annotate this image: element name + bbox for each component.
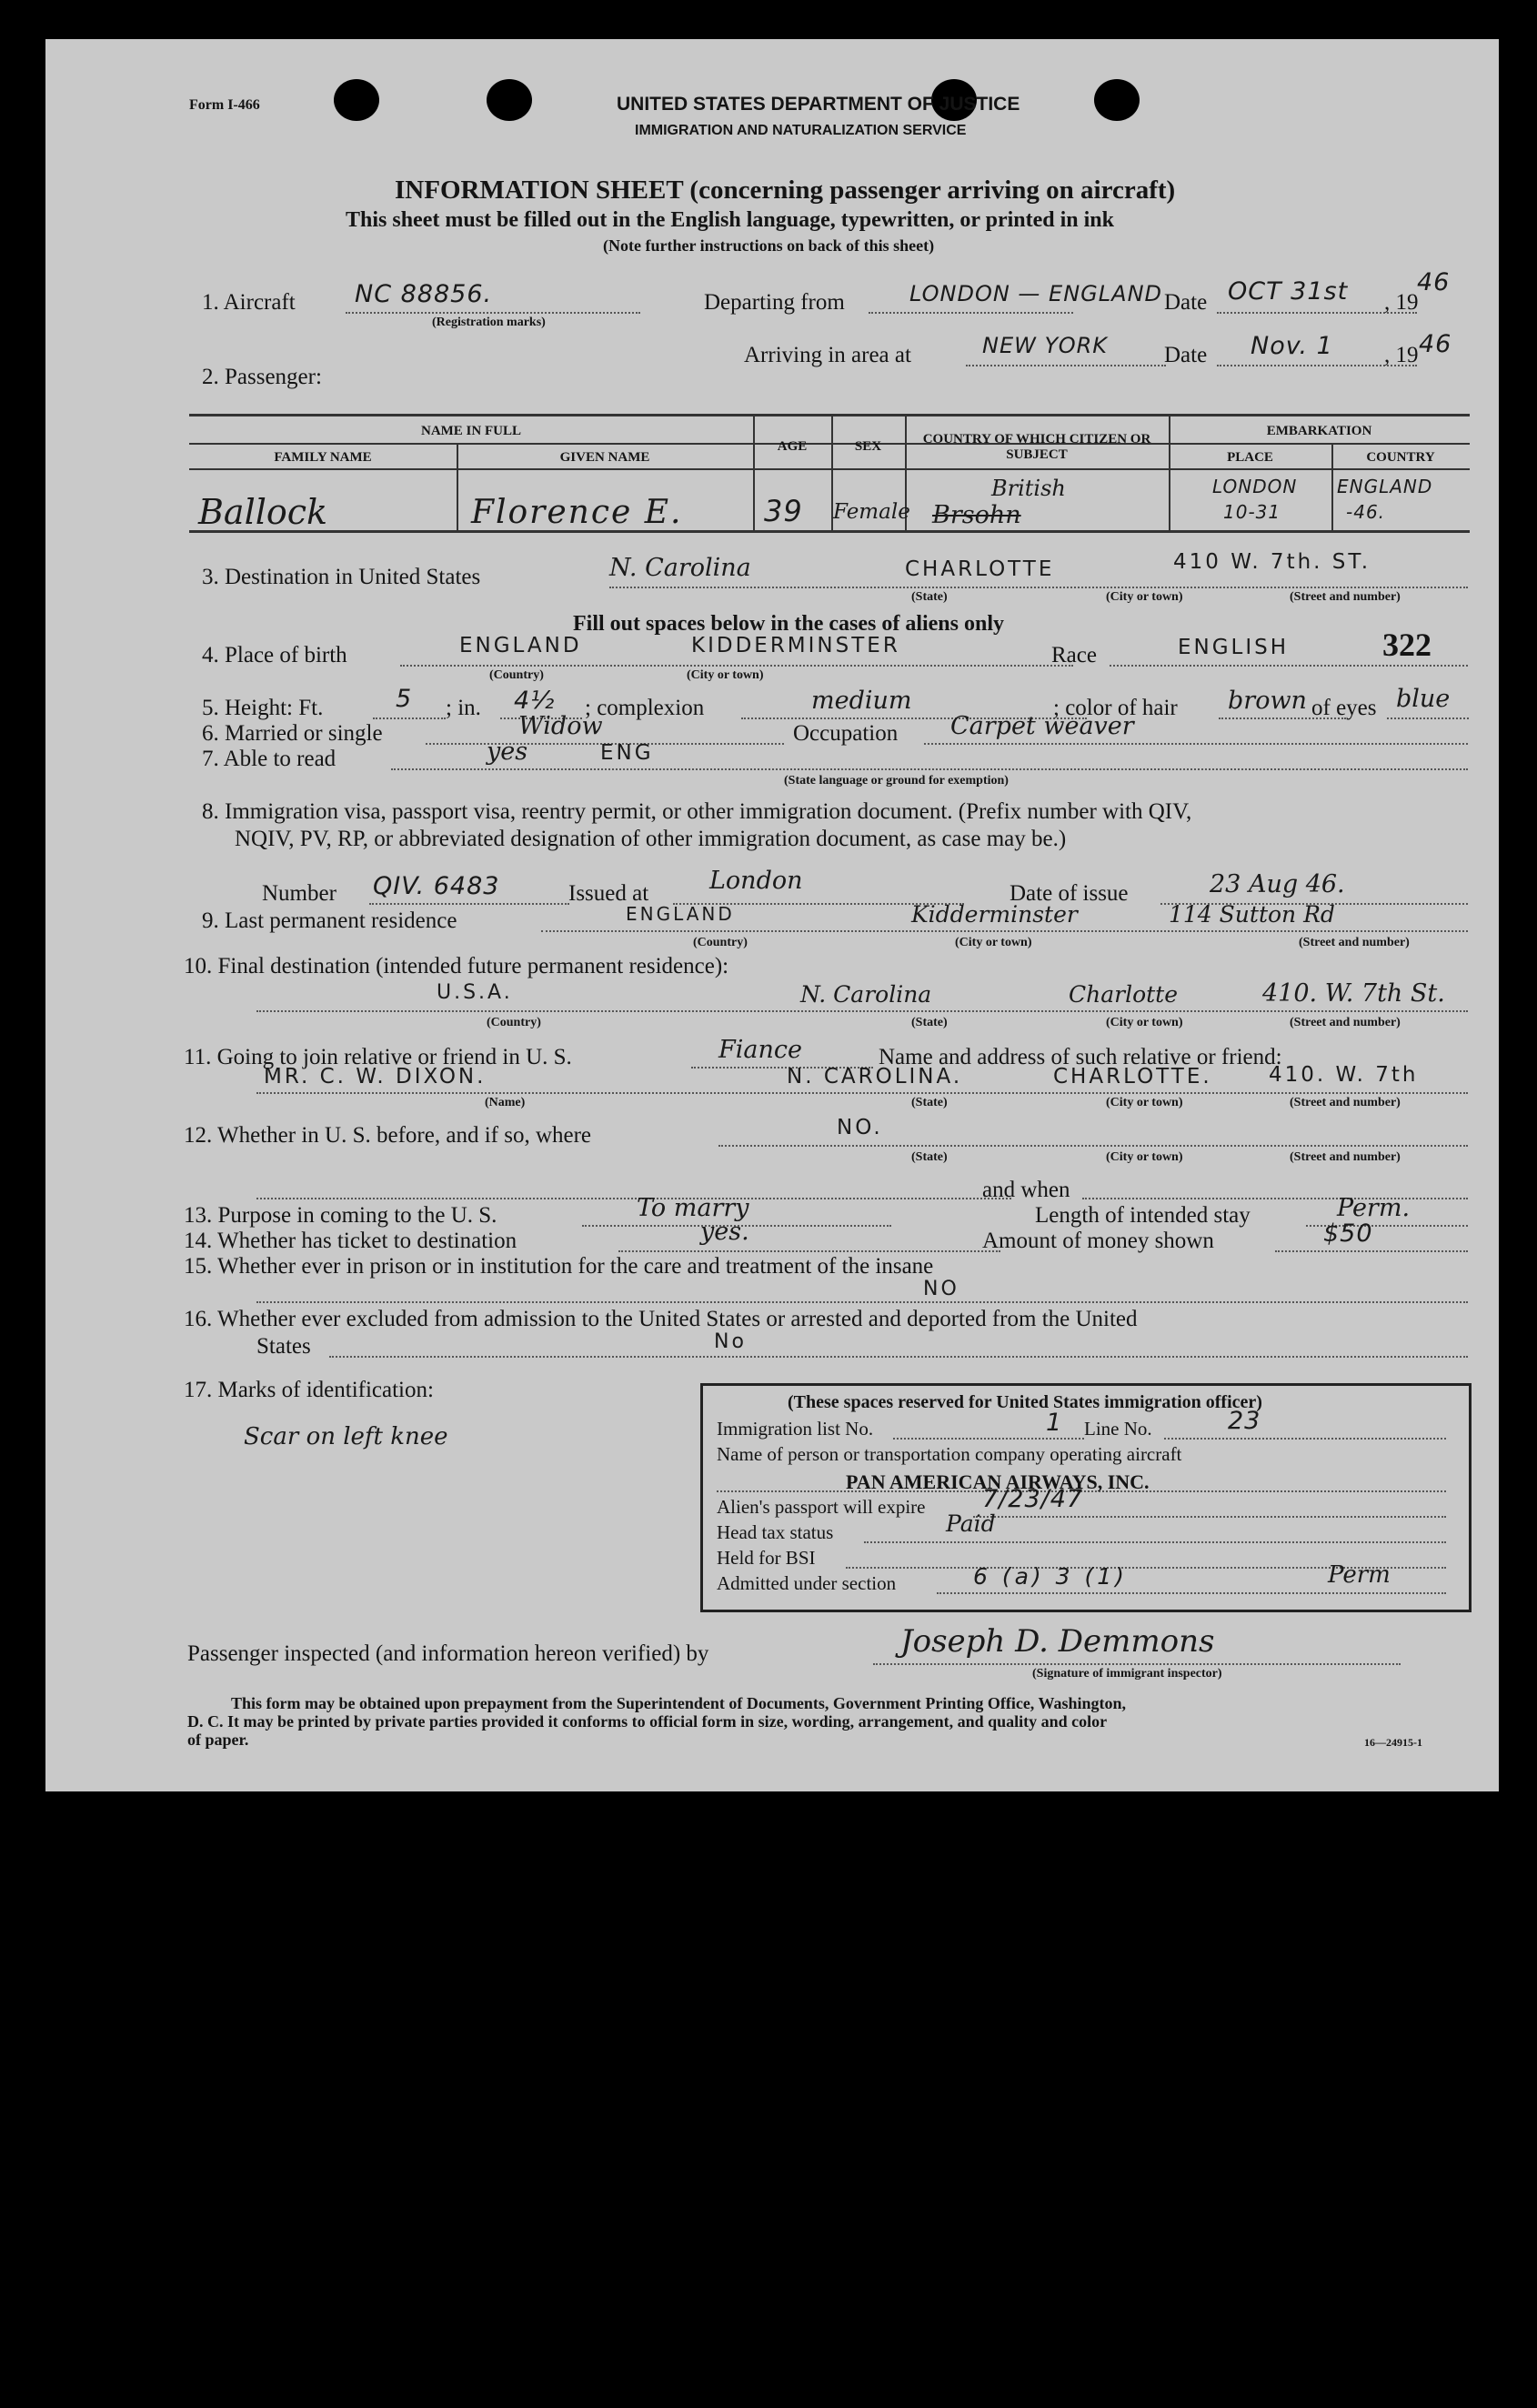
footer-code: 16—24915-1 — [1364, 1736, 1422, 1749]
issued-at-value: London — [709, 867, 803, 895]
final-city: Charlotte — [1069, 981, 1179, 1008]
us-before-value: NO. — [837, 1116, 883, 1139]
country-citizen-header: COUNTRY OF WHICH CITIZEN OR SUBJECT — [922, 432, 1151, 462]
last-residence-city: Kidderminster — [911, 901, 1078, 928]
stay-value: Perm. — [1337, 1194, 1411, 1222]
punch-hole — [487, 79, 532, 121]
state-caption: (State) — [911, 1016, 948, 1029]
race-value: ENGLISH — [1178, 636, 1290, 659]
signature-caption: (Signature of immigrant inspector) — [1032, 1667, 1222, 1681]
given-name-header: GIVEN NAME — [559, 450, 650, 465]
passport-label: Alien's passport will expire — [717, 1496, 926, 1518]
relative-name: MR. C. W. DIXON. — [264, 1065, 487, 1089]
destination-label: 3. Destination in United States — [202, 565, 481, 589]
height-label: 5. Height: Ft. — [202, 696, 324, 720]
embark-date-value: 10-31 — [1223, 501, 1281, 523]
relative-address-label: Name and address of such relative or friend: — [879, 1045, 1282, 1069]
marital-label: 6. Married or single — [202, 721, 383, 746]
complexion-label: ; complexion — [585, 696, 705, 720]
relative-city: CHARLOTTE. — [1053, 1065, 1212, 1089]
age-header: AGE — [777, 439, 808, 454]
country-header: COUNTRY — [1366, 450, 1435, 465]
race-label: Race — [1051, 643, 1097, 667]
marks-label: 17. Marks of identification: — [184, 1378, 434, 1402]
punch-hole — [1094, 79, 1140, 121]
excluded-label-line2: States — [256, 1334, 311, 1359]
tax-value: Paid — [946, 1510, 996, 1537]
admitted-label: Admitted under section — [717, 1572, 897, 1594]
visa-label-line2: NQIV, PV, RP, or abbreviated designation of other immigration document, as case may be.) — [235, 827, 1067, 851]
embark-place-value: LONDON — [1212, 476, 1298, 497]
inspected-label: Passenger inspected (and information hereon verified) by — [187, 1641, 709, 1666]
list-label: Immigration list No. — [717, 1418, 874, 1440]
city-caption: (City or town) — [1106, 1150, 1183, 1164]
eyes-value: blue — [1396, 685, 1451, 713]
money-label: Amount of money shown — [982, 1229, 1214, 1253]
name-caption: (Name) — [485, 1096, 526, 1109]
list-value: 1 — [1046, 1409, 1063, 1437]
money-value: $50 — [1323, 1219, 1373, 1248]
street-caption: (Street and number) — [1290, 1150, 1401, 1164]
passport-value: 7/23/47 — [982, 1485, 1084, 1513]
purpose-label: 13. Purpose in coming to the U. S. — [184, 1203, 497, 1228]
city-caption: (City or town) — [1106, 1016, 1183, 1029]
embarkation-header: EMBARKATION — [1266, 424, 1372, 438]
birth-country: ENGLAND — [459, 634, 582, 657]
city-caption: (City or town) — [955, 936, 1032, 949]
country-caption: (Country) — [693, 936, 748, 949]
footer-line-1: This form may be obtained upon prepayment from the Superintendent of Documents, Government Printing Office, Washington, — [231, 1694, 1127, 1712]
and-when-label: and when — [982, 1178, 1070, 1202]
aliens-only-note: Fill out spaces below in the cases of aliens only — [573, 612, 1005, 636]
citizen-value: British — [991, 476, 1066, 501]
officer-box-title: (These spaces reserved for United States immigration officer) — [788, 1392, 1262, 1412]
form-note: (Note further instructions on back of this sheet) — [603, 236, 935, 255]
read-value: yes — [487, 737, 528, 766]
country-caption: (Country) — [489, 668, 544, 682]
form-instructions: This sheet must be filled out in the English language, typewritten, or printed in ink — [346, 208, 1114, 232]
registration-caption: (Registration marks) — [432, 316, 546, 329]
city-caption: (City or town) — [1106, 1096, 1183, 1109]
aircraft-label: 1. Aircraft — [202, 290, 296, 315]
family-name-value: Ballock — [198, 492, 328, 532]
department-name: UNITED STATES DEPARTMENT OF JUSTICE — [617, 94, 1020, 115]
marital-value: Widow — [518, 712, 603, 740]
arrive-date-value: Nov. 1 — [1251, 332, 1333, 360]
visa-number-value: QIV. 6483 — [373, 872, 500, 900]
form-number: Form I-466 — [189, 97, 260, 113]
marks-value: Scar on left knee — [244, 1423, 448, 1450]
passenger-label: 2. Passenger: — [202, 365, 322, 389]
footer-line-2: D. C. It may be printed by private parties provided it conforms to official form in size, wording, arrangement, and quality and color — [187, 1712, 1108, 1731]
state-caption: (State) — [911, 1150, 948, 1164]
arriving-value: NEW YORK — [982, 333, 1109, 358]
name-in-full-header: NAME IN FULL — [420, 424, 521, 438]
eyes-label: of eyes — [1311, 696, 1377, 720]
occupation-value: Carpet weaver — [950, 712, 1134, 740]
last-residence-street: 114 Sutton Rd — [1169, 901, 1335, 928]
form-title: INFORMATION SHEET (concerning passenger arriving on aircraft) — [395, 176, 1176, 205]
country-caption: (Country) — [487, 1016, 541, 1029]
citizen-struck-value: Brsohn — [932, 501, 1021, 529]
state-caption: (State) — [911, 1096, 948, 1109]
last-residence-label: 9. Last permanent residence — [202, 908, 457, 933]
ticket-label: 14. Whether has ticket to destination — [184, 1229, 517, 1253]
visa-number-label: Number — [262, 881, 337, 906]
street-caption: (Street and number) — [1290, 1096, 1401, 1109]
read-label: 7. Able to read — [202, 747, 337, 771]
state-caption: (State) — [911, 590, 948, 604]
aircraft-value: NC 88856. — [355, 280, 493, 308]
street-caption: (Street and number) — [1299, 936, 1410, 949]
depart-date-value: OCT 31st — [1228, 277, 1349, 306]
given-name-value: Florence E. — [471, 494, 683, 531]
arriving-label: Arriving in area at — [744, 343, 911, 367]
company-value: PAN AMERICAN AIRWAYS, INC. — [846, 1470, 1150, 1493]
excluded-label-line1: 16. Whether ever excluded from admission to the United States or arrested and deported from the United — [184, 1307, 1138, 1331]
issued-at-label: Issued at — [568, 881, 649, 906]
depart-date-label: Date — [1164, 290, 1208, 315]
destination-state: N. Carolina — [609, 554, 751, 582]
departing-value: LONDON — ENGLAND — [909, 281, 1162, 306]
excluded-value: No — [714, 1330, 747, 1353]
departing-label: Departing from — [704, 290, 845, 315]
street-caption: (Street and number) — [1290, 1016, 1401, 1029]
occupation-label: Occupation — [793, 721, 899, 746]
line-value: 23 — [1228, 1407, 1261, 1435]
punch-hole — [334, 79, 379, 121]
sex-value: Female — [833, 500, 910, 524]
street-caption: (Street and number) — [1290, 590, 1401, 604]
height-inches: 4½ — [514, 687, 556, 715]
line-label: Line No. — [1084, 1418, 1152, 1440]
hair-label: ; color of hair — [1053, 696, 1178, 720]
relation-value: Fiance — [718, 1036, 802, 1064]
arrive-date-label: Date — [1164, 343, 1208, 367]
embark-country-value: ENGLAND — [1337, 476, 1433, 497]
visa-label-line1: 8. Immigration visa, passport visa, reentry permit, or other immigration document. (Prefix number with QIV, — [202, 799, 1192, 824]
depart-year-value: 46 — [1417, 268, 1451, 296]
birthplace-label: 4. Place of birth — [202, 643, 347, 667]
complexion-value: medium — [811, 687, 912, 715]
family-name-header: FAMILY NAME — [274, 450, 372, 465]
race-code: 322 — [1382, 627, 1432, 663]
service-name: IMMIGRATION AND NATURALIZATION SERVICE — [635, 123, 967, 138]
issue-date-label: Date of issue — [1010, 881, 1129, 906]
destination-street: 410 W. 7th. ST. — [1173, 550, 1371, 574]
destination-city: CHARLOTTE — [905, 557, 1055, 581]
final-state: N. Carolina — [800, 981, 932, 1008]
hair-value: brown — [1228, 687, 1307, 715]
place-header: PLACE — [1227, 450, 1273, 465]
age-value: 39 — [764, 494, 803, 528]
sex-header: SEX — [854, 439, 882, 454]
inches-label: ; in. — [446, 696, 481, 720]
join-relative-label: 11. Going to join relative or friend in U. S. — [184, 1045, 572, 1069]
relative-state: N. CAROLINA. — [787, 1065, 963, 1089]
purpose-value: To marry — [637, 1194, 749, 1222]
height-feet: 5 — [396, 685, 413, 713]
arrive-year-prefix: , 19 — [1384, 343, 1419, 367]
final-country: U.S.A. — [437, 981, 513, 1004]
birth-city: KIDDERMINSTER — [691, 634, 900, 657]
arrive-year-value: 46 — [1419, 330, 1452, 358]
final-destination-label: 10. Final destination (intended future permanent residence): — [184, 954, 729, 978]
inspector-signature: Joseph D. Demmons — [900, 1623, 1215, 1660]
language-caption: (State language or ground for exemption) — [784, 774, 1009, 788]
us-before-label: 12. Whether in U. S. before, and if so, where — [184, 1123, 592, 1148]
city-caption: (City or town) — [1106, 590, 1183, 604]
form-sheet — [45, 39, 1499, 1791]
section-value: 6 (a) 3 (1) — [973, 1563, 1128, 1590]
depart-year-prefix: , 19 — [1384, 290, 1419, 315]
tax-label: Head tax status — [717, 1521, 834, 1543]
read-language: ENG — [600, 741, 654, 765]
city-caption: (City or town) — [687, 668, 764, 682]
prison-label: 15. Whether ever in prison or in institution for the care and treatment of the insane — [184, 1254, 934, 1279]
admitted-perm-value: Perm — [1328, 1561, 1391, 1589]
issue-date-value: 23 Aug 46. — [1210, 870, 1345, 898]
footer-line-3: of paper. — [187, 1731, 249, 1749]
relative-street: 410. W. 7th — [1269, 1063, 1419, 1087]
company-label: Name of person or transportation company operating aircraft — [717, 1443, 1182, 1465]
bsi-label: Held for BSI — [717, 1547, 816, 1569]
ticket-value: yes. — [700, 1218, 749, 1246]
embark-year-value: -46. — [1346, 501, 1386, 523]
final-street: 410. W. 7th St. — [1262, 979, 1445, 1008]
stay-label: Length of intended stay — [1035, 1203, 1251, 1228]
last-residence-country: ENGLAND — [626, 903, 735, 925]
prison-value: NO — [923, 1278, 959, 1300]
